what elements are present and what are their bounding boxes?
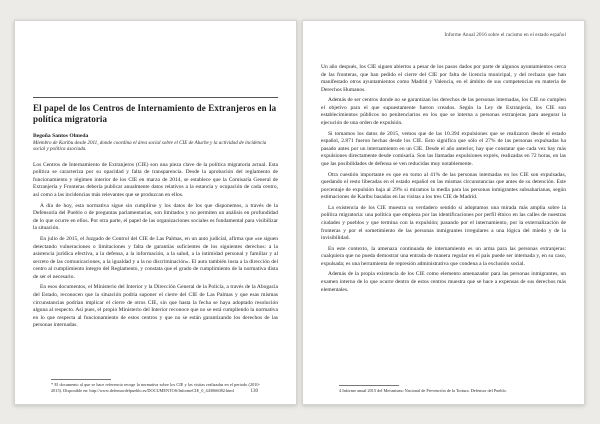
footnote-rule [339, 385, 399, 386]
footnote-rule [51, 379, 111, 380]
author-bio: Miembro de Karibu desde 2011, donde coordina el área social sobre el CIE de Aluche y la actividad de incidencia social y política asociada. [33, 139, 267, 153]
page-number: 130 [250, 389, 258, 394]
right-page-content [321, 21, 566, 404]
body-paragraph: En este contexto, la amenaza continuada de internamiento es un arma para las personas extranjeras: cualquiera que no pueda demostrar una entrada de manera regular en el país puede ser internada y, en su caso, expulsada; es una herramienta de represión administrativa que condena a la exclusión social. [321, 245, 566, 267]
body-paragraph: Un año después, los CIE siguen abiertos a pesar de los pasos dados por parte de algunos ayuntamientos cerca de las fronteras, que han pedido el cierre del CIE por falta de licencia municipal, y del rechazo que han manifestado otros ayuntamientos como Madrid y Valencia, en el ámbito de sus competencias en materia de Derechos Humanos. [321, 64, 566, 93]
body-paragraph: Otra cuestión importante es que en torno al 41% de las personas internadas en los CIE son expulsadas, quedando el resto liberadas en el estado español en las mismas circunstancias que antes de su detención. Este porcentaje de expulsión baja al 29% si miramos la media para las personas inmigrantes subsaharianas, según estimaciones de Karibu basadas en las visitas a los tres CIE de Madrid. [321, 171, 566, 201]
left-body-text [33, 162, 278, 330]
left-page-content [33, 21, 278, 404]
body-paragraph: Además de la propia existencia de los CIE como elemento amenazador para las personas inmigrantes, un examen interno de lo que ocurre dentro de estos centros muestra que se hace a expensas de sus derechos más elementales. [321, 271, 566, 293]
footnote-text: * El documento al que se hace referencia recoge la normativa sobre los CIE y las visitas realizadas en el periodo (2010-2015). Disponible en: http://www.defensordelpueblo.es/DOCUMENTOS/InformeCIE_0_443066082.html [51, 382, 260, 394]
body-paragraph: La existencia de los CIE muestra su verdadero sentido si adoptamos una mirada más amplia sobre la política migratoria: una política que empieza por las identificaciones por perfil étnico en las calles de nuestras ciudades y pueblos y que termina con la expulsión; pasando por el internamiento, por la externalización de fronteras y por el sometimiento de las personas inmigrantes irregulares a una lógica del miedo y de la invisibilidad. [321, 204, 566, 242]
body-paragraph: A día de hoy, esta normativa sigue sin cumplirse y los datos de los que disponemos, a través de la Defensoría del Pueblo o de preguntas parlamentarias, son limitados y no permiten un análisis en profundidad de lo que ocurre en ellos. Por otra parte, el papel de las organizaciones sociales es fundamental para visibilizar la situación. [33, 202, 278, 232]
right-footnote-block [339, 385, 548, 394]
body-paragraph: En esos documentos, el Ministerio del Interior y la Dirección General de la Policía, a través de la Abogacía del Estado, reconocen que la situación podría suponer el cierre del CIE de Las Palmas y que esas mismas circunstancias podrían implicar el cierre de otros CIE, sin que hasta la fecha se haya adoptado resolución alguna al respecto. Así pues, el propio Ministerio del Interior reconoce que no se está cumpliendo la normativa en lo que respecta al funcionamiento de estos centros y que no se están garantizando los derechos de las personas internadas. [33, 284, 278, 329]
right-page [302, 20, 585, 405]
right-body-text [321, 64, 566, 294]
running-header: Informe Anual 2016 sobre el racismo en el estado español [444, 33, 566, 38]
left-footnote-block [51, 379, 260, 394]
body-paragraph: Si tomamos los datos de 2015, vemos que de las 10.394 expulsiones que se realizaron desde el estado español, 2.871 fueron hechas desde los CIE. Esto significa que sólo el 27% de las personas expulsadas ha pasado antes por un internamiento en un CIE. Desde el año anterior, hay que constatar que cada vez hay más expulsiones directamente desde comisaría. Son las llamadas expulsiones exprés, realizadas en 72 horas, en las que las posibilidades de defensa se ven reducidas muy notablemente. [321, 130, 566, 167]
article-title: El papel de los Centros de Internamiento de Extranjeros en la política migratoria [33, 97, 278, 126]
author-name: Begoña Santos Olmeda [33, 132, 89, 139]
body-paragraph: Los Centros de Internamiento de Extranjeros (CIE) son una pieza clave de la política migratoria actual. Esta política se caracteriza por su opacidad y falta de transparencia. Desde la aprobación del reglamento de funcionamiento y régimen interior de los CIE en marzo de 2014, se establece que la Comisaría General de Extranjería y Fronteras debería publicar anualmente datos relativos a la estancia y ocupación de cada centro, así como a las incidencias más relevantes que se produzcan en ellos. [33, 161, 278, 199]
body-paragraph: En julio de 2015, el Juzgado de Control del CIE de Las Palmas, en un auto judicial, afirma que «se siguen detectando vulneraciones o limitaciones y falta de garantías suficientes de los siguientes derechos: a la asistencia jurídica efectiva, a la defensa, a la información, a la salud, a la intimidad personal y familiar y al secreto de las comunicaciones, a la igualdad y a la no discriminación». El auto también insta a la dirección del centro al cumplimiento íntegro del Reglamento, y constata que el grado de cumplimiento de la normativa dista de ser el necesario. [33, 235, 278, 280]
footnote-text: 4 Informe anual 2015 del Mecanismo Nacional de Prevención de la Tortura. Defensor del Pueblo. [339, 388, 507, 394]
left-page [14, 20, 297, 405]
body-paragraph: Además de ser centros donde no se garantizan los derechos de las personas internadas, los CIE no cumplen el objetivo para el que supuestamente fueron creados. Según la Ley de Extranjería, los CIE son establecimientos públicos no penitenciarios en los que se interna a personas extranjeras para asegurar la ejecución de una orden de expulsión. [321, 97, 566, 127]
